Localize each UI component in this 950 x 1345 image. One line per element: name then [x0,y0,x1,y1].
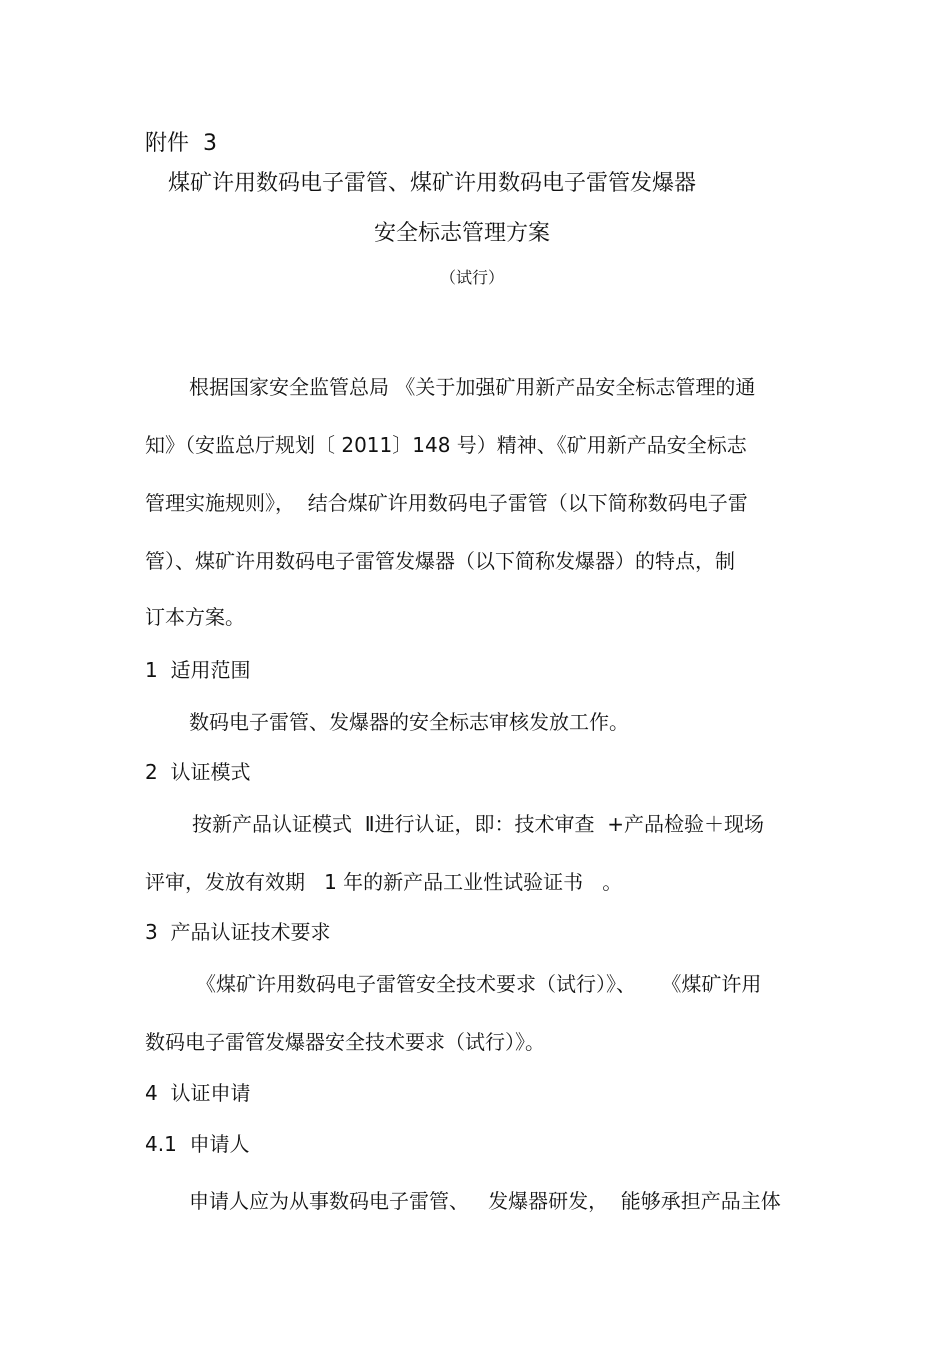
document-subtitle: （试行） [440,268,505,287]
section-3-line-2: 数码电子雷管发爆器安全技术要求（试行）》。 [145,1030,545,1054]
section-3-line-1: 《煤矿许用数码电子雷管安全技术要求（试行）》、 《煤矿许用 [196,972,762,996]
intro-line-1: 根据国家安全监管总局 《关于加强矿用新产品安全标志管理的通 [189,375,756,399]
section-1-heading: 1 适用范围 [145,658,251,682]
section-3-heading: 3 产品认证技术要求 [145,920,331,944]
intro-line-5: 订本方案。 [145,605,245,629]
document-title-line-2: 安全标志管理方案 [374,221,551,246]
section-4-1-line-1: 申请人应为从事数码电子雷管、 发爆器研发， 能够承担产品主体 [189,1189,781,1213]
section-2-line-1: 按新产品认证模式 Ⅱ进行认证，即：技术审查 +产品检验＋现场 [192,812,765,836]
section-4-1-heading: 4.1 申请人 [145,1132,250,1156]
intro-line-2: 知》（安监总厅规划〔 2011〕148 号）精神、《矿用新产品安全标志 [145,433,747,457]
intro-line-3: 管理实施规则》， 结合煤矿许用数码电子雷管（以下简称数码电子雷 [145,491,748,515]
attachment-label: 附件 3 [145,131,217,156]
section-1-text: 数码电子雷管、发爆器的安全标志审核发放工作。 [189,710,629,734]
section-4-heading: 4 认证申请 [145,1081,251,1105]
section-2-heading: 2 认证模式 [145,760,251,784]
intro-line-4: 管）、煤矿许用数码电子雷管发爆器（以下简称发爆器）的特点，制 [145,549,735,573]
document-title-line-1: 煤矿许用数码电子雷管、煤矿许用数码电子雷管发爆器 [168,171,697,196]
section-2-line-2: 评审，发放有效期 1 年的新产品工业性试验证书 。 [145,870,623,894]
